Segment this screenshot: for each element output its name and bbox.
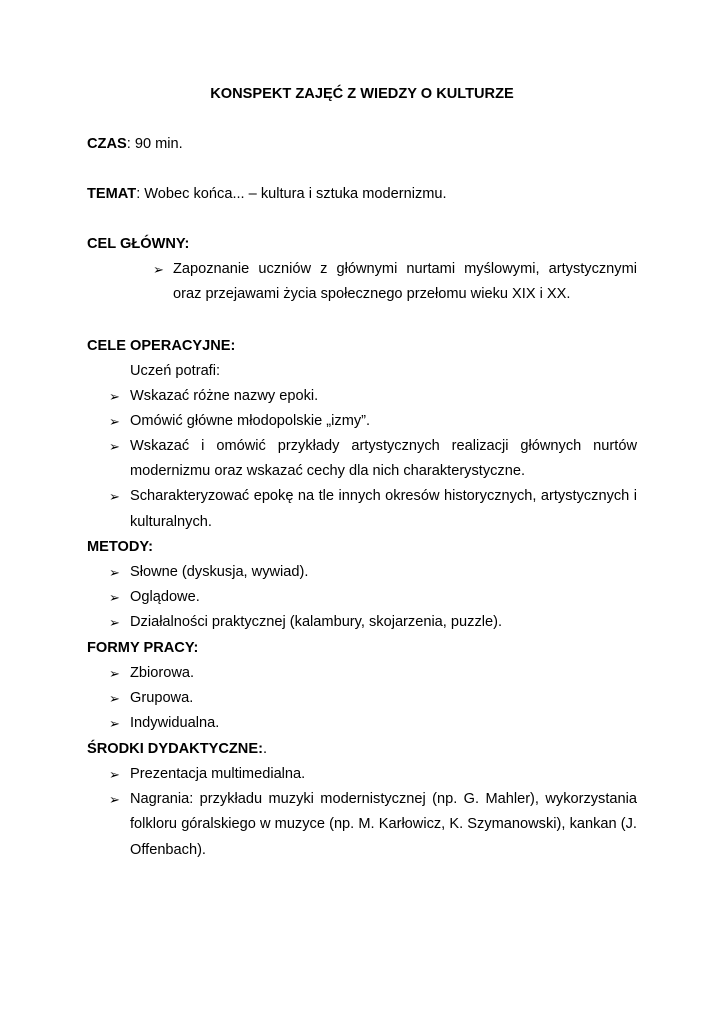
srodki-heading bbox=[87, 741, 267, 757]
bullet-icon: ➢ bbox=[109, 716, 120, 731]
metody-item: Oglądowe. bbox=[130, 589, 200, 605]
srodki-heading-text: ŚRODKI DYDAKTYCZNE: bbox=[87, 741, 263, 757]
cel-glowny-item-line: Zapoznanie uczniów z głównymi nurtami myślowymi, artystycznymi bbox=[173, 261, 637, 277]
bullet-icon: ➢ bbox=[109, 590, 120, 605]
czas-value: : 90 min. bbox=[126, 136, 183, 152]
cele-operacyjne-item: Wskazać i omówić przykłady artystycznych realizacji głównych nurtów bbox=[130, 438, 637, 454]
bullet-icon: ➢ bbox=[109, 767, 120, 782]
bullet-icon: ➢ bbox=[109, 666, 120, 681]
cele-operacyjne-item: Wskazać różne nazwy epoki. bbox=[130, 388, 319, 404]
bullet-icon: ➢ bbox=[109, 615, 120, 630]
czas-line bbox=[87, 136, 183, 152]
srodki-heading-suffix: . bbox=[262, 741, 267, 757]
cel-glowny-heading: CEL GŁÓWNY: bbox=[87, 236, 190, 252]
cel-glowny-item-line: oraz przejawami życia społecznego przełomu wieku XIX i XX. bbox=[173, 286, 571, 302]
bullet-icon: ➢ bbox=[109, 489, 120, 504]
document-title: KONSPEKT ZAJĘĆ Z WIEDZY O KULTURZE bbox=[210, 86, 514, 102]
bullet-icon: ➢ bbox=[109, 792, 120, 807]
srodki-item: Nagrania: przykładu muzyki modernistycznej (np. G. Mahler), wykorzystania bbox=[130, 791, 637, 807]
czas-label: CZAS bbox=[87, 136, 127, 152]
bullet-icon: ➢ bbox=[109, 565, 120, 580]
bullet-icon: ➢ bbox=[109, 691, 120, 706]
srodki-item: Offenbach). bbox=[130, 842, 206, 858]
cele-operacyjne-intro: Uczeń potrafi: bbox=[130, 363, 221, 379]
temat-value: : Wobec końca... – kultura i sztuka modernizmu. bbox=[136, 186, 447, 202]
bullet-icon: ➢ bbox=[109, 414, 120, 429]
bullet-icon: ➢ bbox=[109, 389, 120, 404]
temat-label: TEMAT bbox=[87, 186, 137, 202]
metody-item: Słowne (dyskusja, wywiad). bbox=[130, 564, 309, 580]
formy-pracy-item: Zbiorowa. bbox=[130, 665, 195, 681]
formy-pracy-heading: FORMY PRACY: bbox=[87, 640, 199, 656]
temat-line bbox=[87, 186, 447, 202]
formy-pracy-item: Grupowa. bbox=[130, 690, 194, 706]
cele-operacyjne-item: kulturalnych. bbox=[130, 514, 212, 530]
formy-pracy-item: Indywidualna. bbox=[130, 715, 220, 731]
srodki-item: Prezentacja multimedialna. bbox=[130, 766, 306, 782]
cele-operacyjne-item: Omówić główne młodopolskie „izmy”. bbox=[130, 413, 371, 429]
srodki-item: folkloru góralskiego w muzyce (np. M. Karłowicz, K. Szymanowski), kankan (J. bbox=[130, 816, 637, 832]
cele-operacyjne-item: modernizmu oraz wskazać cechy dla nich charakterystyczne. bbox=[130, 463, 526, 479]
metody-heading: METODY: bbox=[87, 539, 153, 555]
cele-operacyjne-heading: CELE OPERACYJNE: bbox=[87, 338, 236, 354]
bullet-icon: ➢ bbox=[109, 439, 120, 454]
bullet-icon: ➢ bbox=[153, 262, 164, 277]
metody-item: Działalności praktycznej (kalambury, skojarzenia, puzzle). bbox=[130, 614, 503, 630]
cele-operacyjne-item: Scharakteryzować epokę na tle innych okresów historycznych, artystycznych i bbox=[130, 488, 637, 504]
